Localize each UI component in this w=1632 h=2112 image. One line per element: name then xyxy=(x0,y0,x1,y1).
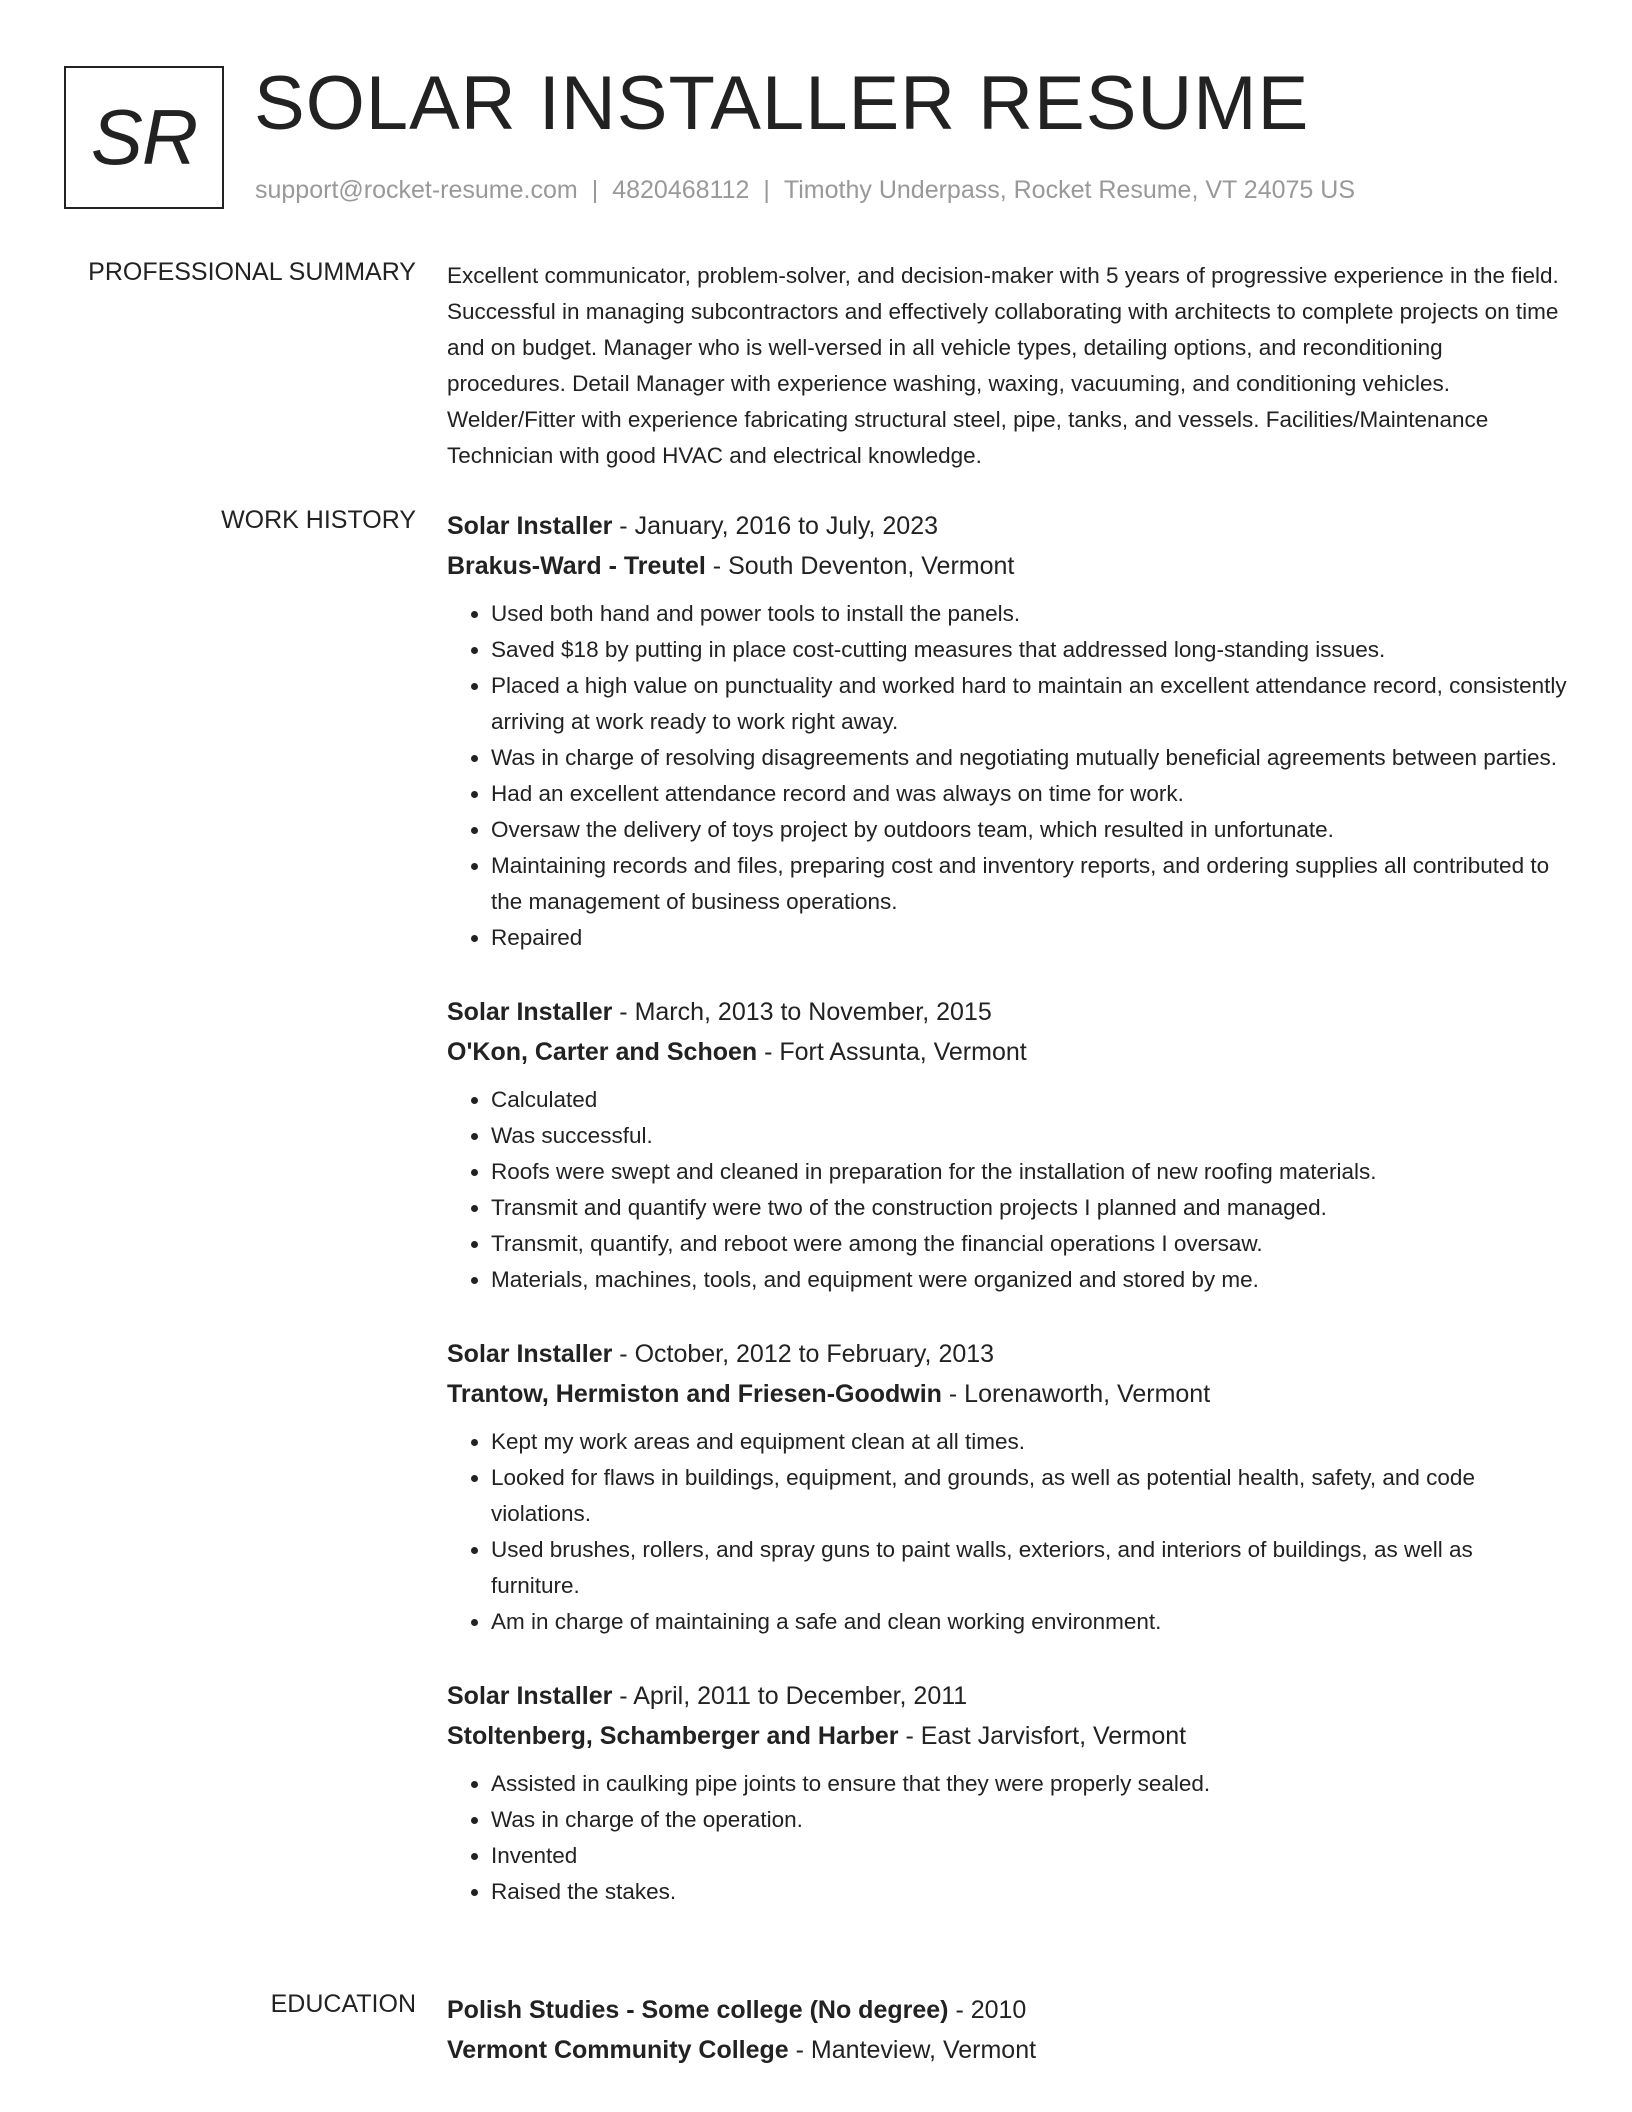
monogram-initials: SR xyxy=(90,93,198,181)
job-bullets xyxy=(447,596,1567,956)
job-bullet: • Saved $18 by putting in place cost-cutting measures that addressed long-standing issues. xyxy=(491,632,1567,668)
contact-phone: 4820468112 xyxy=(612,176,750,204)
job-bullet: • Raised the stakes. xyxy=(491,1874,1567,1910)
job-location: - Lorenaworth, Vermont xyxy=(941,1380,1211,1408)
job-bullet: • Am in charge of maintaining a safe and clean working environment. xyxy=(491,1604,1567,1640)
job-entry xyxy=(447,506,1567,956)
education-section xyxy=(447,1990,1567,2106)
job-location: - East Jarvisfort, Vermont xyxy=(898,1722,1187,1750)
job-dates: - January, 2016 to July, 2023 xyxy=(612,512,939,540)
job-company-line xyxy=(447,546,1567,586)
section-label-summary: PROFESSIONAL SUMMARY xyxy=(88,258,416,286)
job-location: - Fort Assunta, Vermont xyxy=(757,1038,1027,1066)
work-history-section xyxy=(447,506,1567,1946)
job-company: Trantow, Hermiston and Friesen-Goodwin xyxy=(447,1380,942,1408)
contact-address: Timothy Underpass, Rocket Resume, VT 24075 US xyxy=(783,176,1355,204)
section-label-work: WORK HISTORY xyxy=(221,506,416,534)
job-bullet: • Roofs were swept and cleaned in preparation for the installation of new roofing materials. xyxy=(491,1154,1567,1190)
job-bullets xyxy=(447,1424,1567,1640)
job-title: Solar Installer xyxy=(447,1340,613,1368)
contact-email: support@rocket-resume.com xyxy=(255,176,578,204)
job-entry xyxy=(447,992,1567,1298)
job-bullet: • Was in charge of resolving disagreements and negotiating mutually beneficial agreements between parties. xyxy=(491,740,1567,776)
section-label-education: EDUCATION xyxy=(270,1990,416,2018)
education-year: - 2010 xyxy=(948,1996,1027,2024)
contact-line xyxy=(255,176,1355,205)
job-bullet: • Maintaining records and files, preparing cost and inventory reports, and ordering supplies all contributed to the management of business operations. xyxy=(491,848,1567,920)
education-school-line xyxy=(447,2030,1567,2070)
job-bullet: • Used brushes, rollers, and spray guns to paint walls, exteriors, and interiors of buildings, as well as furniture. xyxy=(491,1532,1567,1604)
job-company: Brakus-Ward - Treutel xyxy=(447,552,706,580)
job-bullet: • Kept my work areas and equipment clean at all times. xyxy=(491,1424,1567,1460)
job-bullet: • Materials, machines, tools, and equipment were organized and stored by me. xyxy=(491,1262,1567,1298)
resume-title: SOLAR INSTALLER RESUME xyxy=(254,61,1310,146)
job-company: O'Kon, Carter and Schoen xyxy=(447,1038,758,1066)
job-dates: - April, 2011 to December, 2011 xyxy=(612,1682,968,1710)
job-bullets xyxy=(447,1766,1567,1910)
job-bullet: • Looked for flaws in buildings, equipment, and grounds, as well as potential health, safety, and code violations. xyxy=(491,1460,1567,1532)
job-bullet: • Transmit and quantify were two of the construction projects I planned and managed. xyxy=(491,1190,1567,1226)
job-company: Stoltenberg, Schamberger and Harber xyxy=(447,1722,899,1750)
job-title-line xyxy=(447,1676,1567,1716)
job-bullet: • Invented xyxy=(491,1838,1567,1874)
education-location: - Manteview, Vermont xyxy=(788,2036,1037,2064)
job-dates: - October, 2012 to February, 2013 xyxy=(612,1340,995,1368)
contact-separator: | xyxy=(763,176,770,204)
job-bullet: • Calculated xyxy=(491,1082,1567,1118)
job-title: Solar Installer xyxy=(447,998,613,1026)
job-bullet: • Oversaw the delivery of toys project by outdoors team, which resulted in unfortunate. xyxy=(491,812,1567,848)
monogram-logo xyxy=(64,66,224,209)
job-title-line xyxy=(447,506,1567,546)
job-bullet: • Transmit, quantify, and reboot were among the financial operations I oversaw. xyxy=(491,1226,1567,1262)
job-bullet: • Used both hand and power tools to install the panels. xyxy=(491,596,1567,632)
job-bullet: • Repaired xyxy=(491,920,1567,956)
job-location: - South Deventon, Vermont xyxy=(705,552,1015,580)
summary-text: Excellent communicator, problem-solver, and decision-maker with 5 years of progressive experience in the field. Successful in managing subcontractors and effectively collaborating with architects to complete projects on time and on budget. Manager who is well-versed in all vehicle types, detailing options, and reconditioning procedures. Detail Manager with experience washing, waxing, vacuuming, and conditioning vehicles. Welder/Fitter with experience fabricating structural steel, pipe, tanks, and vessels. Facilities/Maintenance Technician with good HVAC and electrical knowledge. xyxy=(447,263,1559,468)
contact-separator: | xyxy=(591,176,599,204)
job-bullet: • Was in charge of the operation. xyxy=(491,1802,1567,1838)
education-degree-line xyxy=(447,1990,1567,2030)
job-bullet: • Placed a high value on punctuality and worked hard to maintain an excellent attendance record, consistently arriving at work ready to work right away. xyxy=(491,668,1567,740)
job-bullet: • Assisted in caulking pipe joints to ensure that they were properly sealed. xyxy=(491,1766,1567,1802)
job-bullet: • Was successful. xyxy=(491,1118,1567,1154)
education-entry xyxy=(447,1990,1567,2070)
education-degree: Polish Studies - Some college (No degree) xyxy=(447,1996,949,2024)
job-company-line xyxy=(447,1716,1567,1756)
job-company-line xyxy=(447,1032,1567,1072)
job-company-line xyxy=(447,1374,1567,1414)
summary-section xyxy=(447,258,1567,474)
job-dates: - March, 2013 to November, 2015 xyxy=(612,998,992,1026)
job-entry xyxy=(447,1676,1567,1910)
education-school: Vermont Community College xyxy=(447,2036,789,2064)
job-entry xyxy=(447,1334,1567,1640)
job-title: Solar Installer xyxy=(447,512,613,540)
job-bullet: • Had an excellent attendance record and was always on time for work. xyxy=(491,776,1567,812)
job-title-line xyxy=(447,992,1567,1032)
job-title: Solar Installer xyxy=(447,1682,613,1710)
job-title-line xyxy=(447,1334,1567,1374)
job-bullets xyxy=(447,1082,1567,1298)
